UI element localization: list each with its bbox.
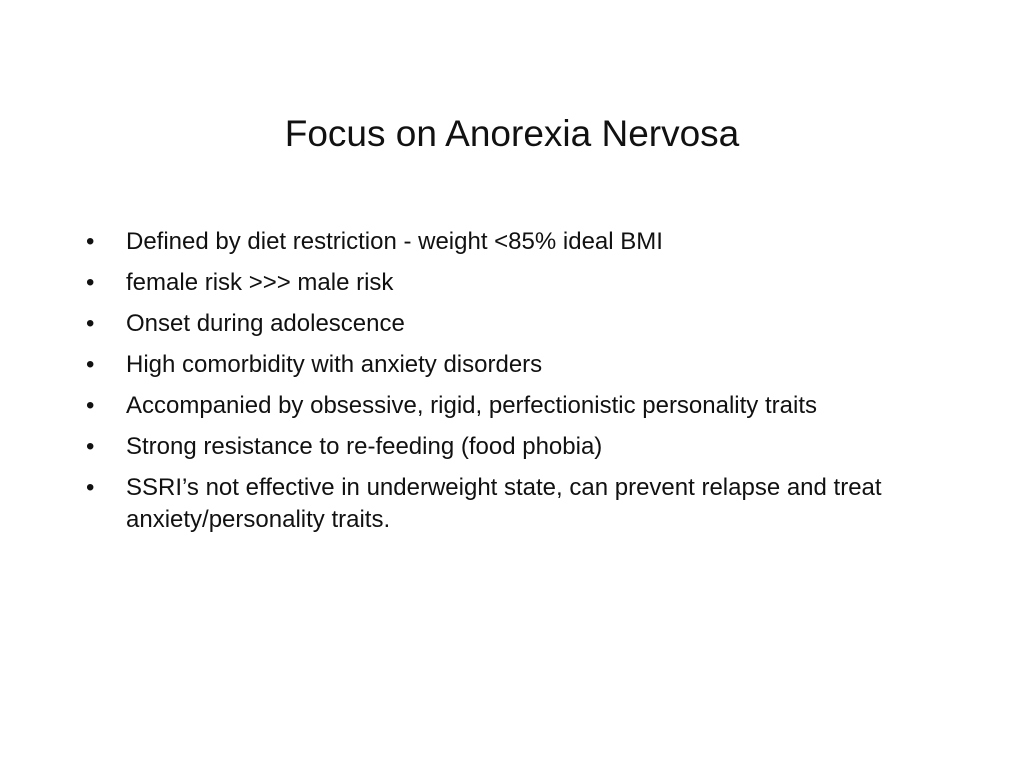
bullet-item-onset xyxy=(84,308,964,340)
bullet-text: Onset during adolescence xyxy=(126,310,405,337)
bullet-marker: • xyxy=(86,433,95,460)
bullet-marker: • xyxy=(86,228,95,255)
bullet-text: Strong resistance to re-feeding (food phobia) xyxy=(126,433,603,460)
bullet-list xyxy=(84,226,964,545)
bullet-marker: • xyxy=(86,474,95,501)
bullet-item-personality xyxy=(84,390,964,422)
bullet-item-definition xyxy=(84,226,964,258)
bullet-text: High comorbidity with anxiety disorders xyxy=(126,351,543,378)
bullet-marker: • xyxy=(86,269,95,296)
bullet-marker: • xyxy=(86,392,95,419)
bullet-marker: • xyxy=(86,351,95,378)
bullet-text: female risk >>> male risk xyxy=(126,269,394,296)
bullet-item-comorbidity xyxy=(84,349,964,381)
bullet-item-ssri xyxy=(84,472,964,536)
slide-title: Focus on Anorexia Nervosa xyxy=(284,113,740,154)
bullet-text: Accompanied by obsessive, rigid, perfectionistic personality traits xyxy=(126,392,817,419)
bullet-item-risk xyxy=(84,267,964,299)
bullet-marker: • xyxy=(86,310,95,337)
bullet-text: Defined by diet restriction - weight <85% ideal BMI xyxy=(126,228,663,255)
bullet-item-refeeding xyxy=(84,431,964,463)
bullet-text: SSRI’s not effective in underweight state, can prevent relapse and treat anxiety/personality traits. xyxy=(126,474,882,533)
